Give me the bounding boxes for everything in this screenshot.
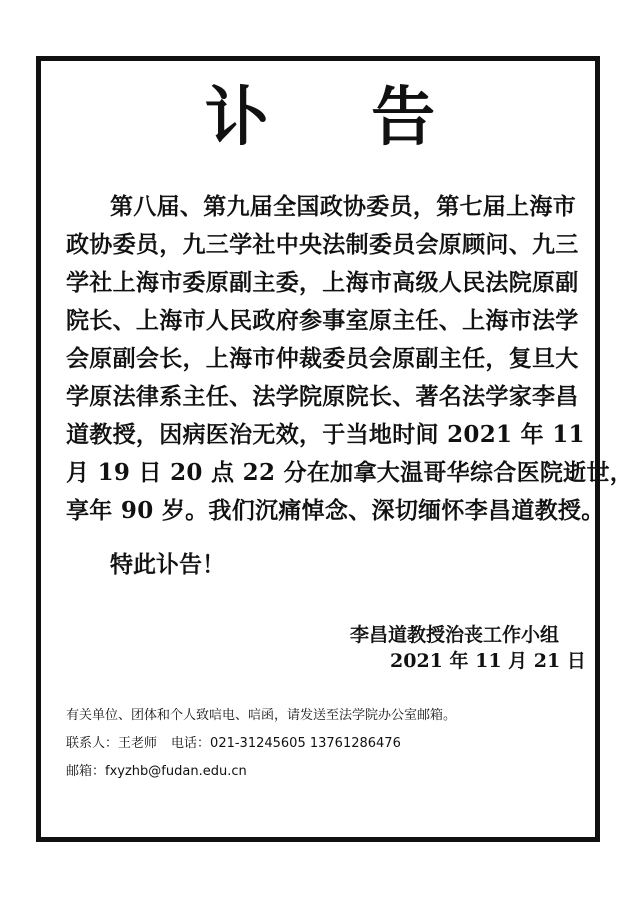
- contact-block: [66, 702, 586, 786]
- contact-person-row: [66, 730, 586, 758]
- signature-organization: 李昌道教授治丧工作小组: [350, 624, 560, 646]
- body-line: 月 19 日 20 点 22 分在加拿大温哥华综合医院逝世，: [66, 459, 634, 486]
- contact-label: 联系人：: [66, 736, 119, 751]
- email-address[interactable]: fxyzhb@fudan.edu.cn: [105, 764, 247, 779]
- notice-title: 讣 告: [204, 81, 476, 155]
- phone-number-1[interactable]: 021-31245605: [210, 736, 306, 751]
- body-line: 政协委员，九三学社中央法制委员会原顾问、九三: [66, 231, 579, 258]
- signature-date: 2021 年 11 月 21 日: [390, 650, 586, 672]
- contact-name: 王老师: [118, 736, 158, 751]
- email-label: 邮箱：: [66, 764, 106, 779]
- notice-body: [66, 188, 634, 530]
- phone-label: 电话：: [171, 736, 211, 751]
- email-row: [66, 758, 586, 786]
- body-line: 会原副会长，上海市仲裁委员会原副主任，复旦大: [66, 345, 579, 372]
- signature-block: [350, 622, 590, 674]
- contact-note: 有关单位、团体和个人致唁电、唁函，请发送至法学院办公室邮箱。: [66, 708, 457, 723]
- closing-text: 特此讣告！: [110, 551, 225, 578]
- body-line: 学社上海市委原副主委，上海市高级人民法院原副: [66, 269, 579, 296]
- body-line: 学原法律系主任、法学院原院长、著名法学家李昌: [66, 383, 579, 410]
- body-line: 院长、上海市人民政府参事室原主任、上海市法学: [66, 307, 579, 334]
- body-line: 享年 90 岁。我们沉痛悼念、深切缅怀李昌道教授。: [66, 497, 605, 524]
- body-line: 道教授，因病医治无效，于当地时间 2021 年 11: [66, 421, 585, 448]
- body-line: 第八届、第九届全国政协委员，第七届上海市: [110, 193, 576, 220]
- phone-number-2[interactable]: 13761286476: [309, 736, 401, 751]
